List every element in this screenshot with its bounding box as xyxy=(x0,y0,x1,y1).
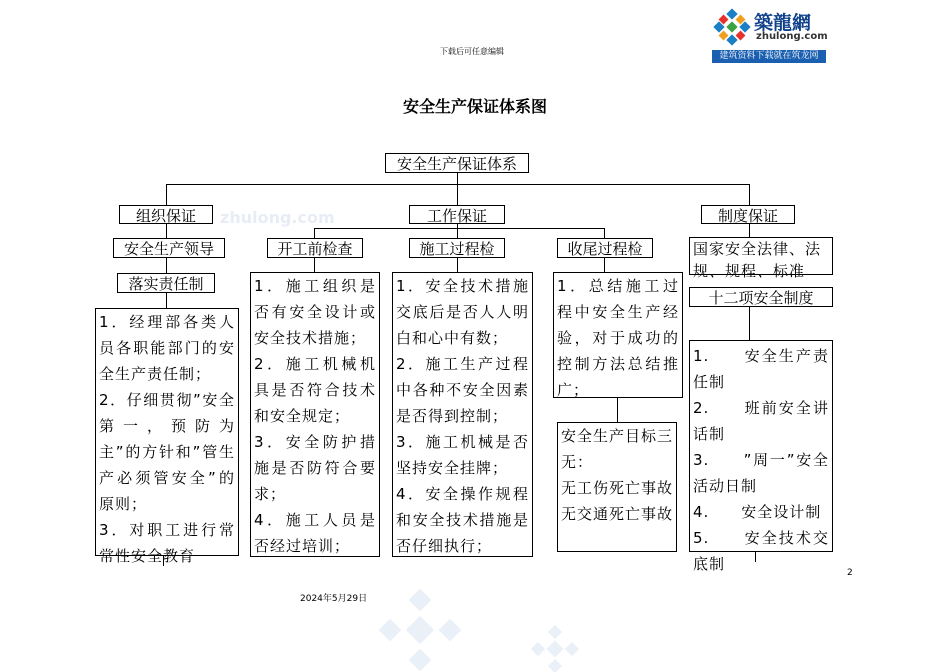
process-check-item-1: 1．安全技术措施交底后是否人人明白和心中有数； xyxy=(396,277,529,347)
watermark-snowflake-icon xyxy=(380,590,460,670)
watermark-snowflake-icon xyxy=(532,626,578,672)
rule-item-3: 3. ”周一”安全活动日制 xyxy=(693,451,829,495)
org-responsibility-box: 落实责任制 xyxy=(117,273,215,293)
connector-line xyxy=(457,228,458,238)
org-leadership-box: 安全生产领导 xyxy=(113,238,225,258)
connector-line xyxy=(314,228,315,238)
page-number: 2 xyxy=(847,568,853,578)
connector-line xyxy=(314,228,604,229)
pre-check-item-2: 2．施工机械机具是否符合技术和安全规定； xyxy=(254,355,376,425)
branch-system: 制度保证 xyxy=(701,205,795,224)
safety-goal-box xyxy=(557,422,677,552)
logo-banner: 建筑资料下载就在筑龙网 xyxy=(712,50,826,63)
connector-line xyxy=(604,228,605,238)
logo-name: 築龍網 xyxy=(754,12,812,34)
branch-work: 工作保证 xyxy=(409,205,505,224)
twelve-rules-box: 十二项安全制度 xyxy=(689,287,833,307)
date-footer: 2024年5月29日 xyxy=(300,594,368,604)
closing-check-item-1: 1．总结施工过程中安全生产经验，对于成功的控制方法总结推广； xyxy=(557,277,679,399)
rules-items-box xyxy=(689,340,833,573)
logo-domain: zhulong.com xyxy=(756,31,828,42)
process-check-item-2: 2．施工生产过程中各种不安全因素是否得到控制； xyxy=(396,355,529,425)
watermark-text: zhulong.com xyxy=(220,208,335,227)
laws-box: 国家安全法律、法规、规程、标准 xyxy=(689,237,833,275)
process-check-item-4: 4．安全操作规程和安全技术措施是否仔细执行； xyxy=(396,485,529,555)
pre-check-item-4: 4．施工人员是否经过培训； xyxy=(254,511,376,555)
work-closing-check-box: 收尾过程检 xyxy=(557,238,653,258)
connector-line xyxy=(166,223,167,239)
connector-line xyxy=(457,258,458,272)
pre-check-items-box xyxy=(250,272,380,557)
rule-item-1: 1. 安全生产责任制 xyxy=(693,347,829,391)
connector-line xyxy=(749,223,750,237)
page-title: 安全生产保证体系图 xyxy=(402,97,547,116)
closing-check-items-box xyxy=(553,272,683,398)
connector-line xyxy=(314,258,315,272)
org-item-2: 2．仔细贯彻”安全第一，预防为主”的方针和”管生产必须管安全”的原则； xyxy=(99,391,235,513)
goal-item-2: 无工伤死亡事故 xyxy=(561,479,674,497)
org-item-3: 3．对职工进行常常性安全教育 xyxy=(99,521,235,565)
snowflake-logo-icon xyxy=(712,8,752,46)
goal-item-3: 无交通死亡事故 xyxy=(561,505,674,523)
connector-line xyxy=(749,306,750,340)
connector-line xyxy=(166,184,167,205)
top-note: 下载后可任意编辑 xyxy=(440,47,504,56)
org-items-box xyxy=(95,308,239,565)
rule-item-2: 2. 班前安全讲话制 xyxy=(693,399,829,443)
connector-line xyxy=(457,184,458,205)
org-item-1: 1．经理部各类人员各职能部门的安全生产责任制； xyxy=(99,313,235,383)
work-pre-check-box: 开工前检查 xyxy=(267,238,363,258)
pre-check-item-3: 3．安全防护措施是否防符合要求； xyxy=(254,433,376,503)
root-node: 安全生产保证体系 xyxy=(385,153,529,173)
connector-line xyxy=(166,292,167,308)
goal-item-1: 安全生产目标三无： xyxy=(561,427,674,471)
connector-line xyxy=(166,258,167,274)
rule-item-5: 5. 安全技术交底制 xyxy=(693,529,829,573)
process-check-items-box xyxy=(392,272,533,557)
rule-item-4: 4. 安全设计制 xyxy=(693,503,822,521)
branch-org: 组织保证 xyxy=(119,205,213,224)
process-check-item-3: 3．施工机械是否坚持安全挂牌； xyxy=(396,433,529,477)
connector-line xyxy=(604,258,605,272)
pre-check-item-1: 1．施工组织是否有安全设计或安全技术措施； xyxy=(254,277,376,347)
zhulong-logo[interactable] xyxy=(712,6,826,64)
connector-line xyxy=(749,184,750,205)
work-process-check-box: 施工过程检 xyxy=(409,238,505,258)
